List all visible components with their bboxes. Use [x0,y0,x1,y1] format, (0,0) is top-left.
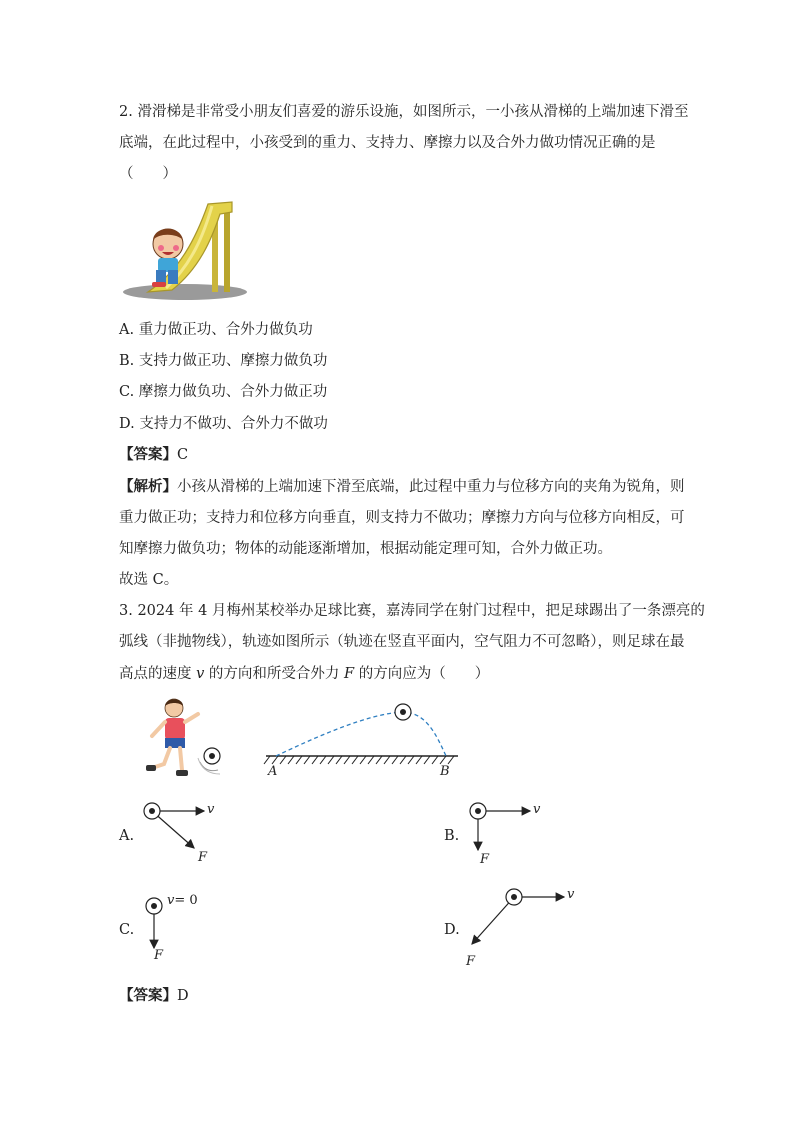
q3-option-a-letter: A. [119,828,135,844]
option-c-v-zero [167,893,198,908]
slide-illustration [120,198,250,302]
option-c-v-symbol: v [167,893,175,908]
q2-analysis-line-2: 重力做正功；支持力和位移方向垂直，则支持力不做功；摩擦力方向与位移方向相反，可 [119,510,685,526]
q2-analysis-line-3: 知摩擦力做负功；物体的动能逐渐增加，根据动能定理可知，合外力做正功。 [119,541,612,557]
option-c-zero-text: = 0 [174,893,198,908]
answer-value: C [177,447,189,463]
q3-stem-text-c: 的方向应为（ ） [354,666,490,682]
answer-tag: 【答案】 [119,446,177,463]
q2-analysis-line-1 [119,477,685,497]
q3-stem-line-3 [119,664,489,684]
option-a-v-label: v [207,802,215,817]
point-a-label: A [268,764,278,779]
q2-option-d: D. 支持力不做功、合外力不做功 [119,416,328,432]
option-b-f-label: F [480,852,490,867]
option-b-v-label: v [533,802,541,817]
q2-stem-line-2: 底端，在此过程中，小孩受到的重力、支持力、摩擦力以及合外力做功情况正确的是 [119,135,656,151]
q2-option-c: C. 摩擦力做负功、合外力做正功 [119,384,328,400]
q2-conclusion: 故选 C。 [119,572,179,588]
q3-option-c-letter: C. [119,922,135,938]
q2-answer [119,445,188,465]
q2-stem-line-1: 2. 滑滑梯是非常受小朋友们喜爱的游乐设施，如图所示，一小孩从滑梯的上端加速下滑至 [119,104,689,120]
option-d-diagram [466,886,576,956]
option-d-v-label: v [567,887,575,902]
q2-option-a: A. 重力做正功、合外力做负功 [119,322,313,338]
q3-stem-line-2: 弧线（非抛物线），轨迹如图所示（轨迹在竖直平面内，空气阻力不可忽略），则足球在最 [119,634,685,650]
q3-stem-text-a: 高点的速度 [119,666,197,682]
trajectory-figure [258,700,468,770]
q3-option-b-letter: B. [444,828,460,844]
option-a-f-label: F [198,850,208,865]
point-b-label: B [440,764,450,779]
q3-answer-tag: 【答案】 [119,987,177,1004]
q3-stem-line-1: 3. 2024 年 4 月梅州某校举办足球比赛，嘉涛同学在射门过程中，把足球踢出了一条漂亮的 [119,603,705,619]
q2-option-b: B. 支持力做正功、摩擦力做负功 [119,353,328,369]
q3-stem-text-b: 的方向和所受合外力 [204,666,345,682]
q3-answer-value: D [177,988,189,1004]
analysis-text-1: 小孩从滑梯的上端加速下滑至底端，此过程中重力与位移方向的夹角为锐角，则 [177,479,685,495]
option-c-f-label: F [154,948,164,963]
q3-stem-f: F [344,666,355,682]
q3-answer [119,986,189,1006]
q3-stem-v: v [196,666,205,682]
analysis-tag: 【解析】 [119,478,177,495]
option-d-f-label: F [466,954,476,969]
q2-stem-line-3: （ ） [119,166,177,182]
q3-option-d-letter: D. [444,922,460,938]
soccer-player-illustration [138,696,228,788]
